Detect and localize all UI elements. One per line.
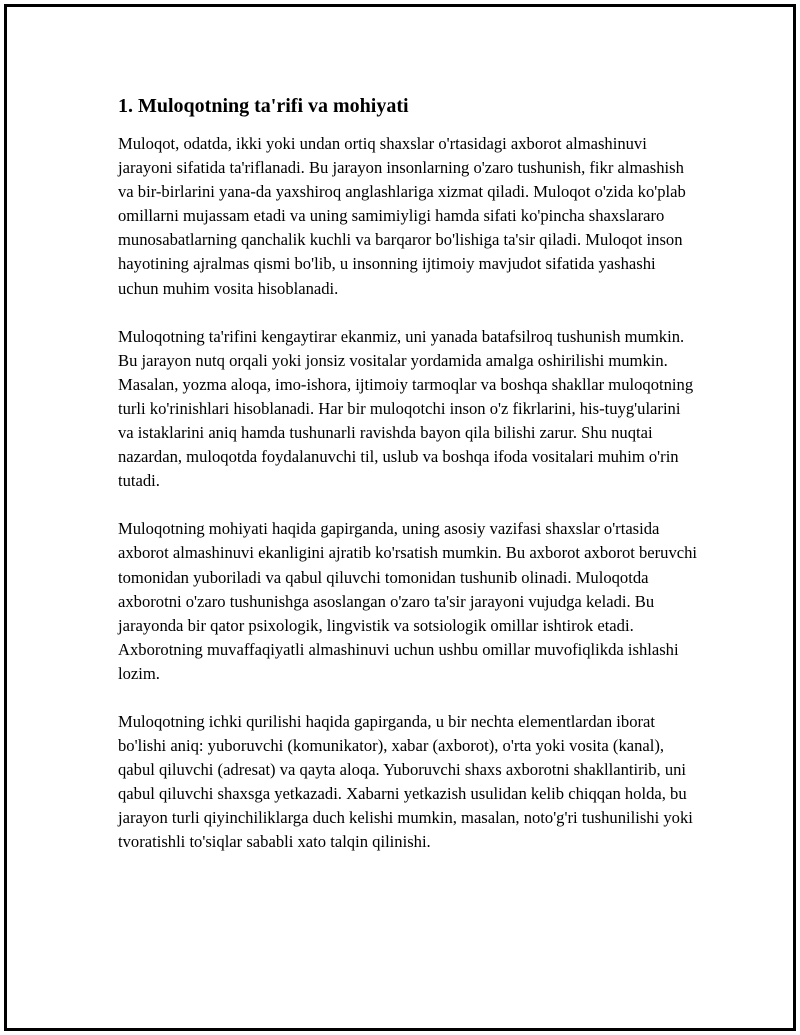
paragraph-4: Muloqotning ichki qurilishi haqida gapirganda, u bir nechta elementlardan iborat bo'lishi aniq: yuboruvchi (komunikator), xabar (axborot), o'rta yoki vosita (kanal), qabul qiluvchi (adresat) va qayta aloqa. Yuboruvchi shaxs axborotni shakllantirib, uni qabul qiluvchi shaxsga yetkazadi. Xabarni yetkazish usulidan kelib chiqqan holda, bu jarayon turli qiyinchiliklarga duch kelishi mumkin, masalan, noto'g'ri tushunilishi yoki tvoratishli to'siqlar sababli xato talqin qilinishi. (118, 711, 693, 852)
paragraph-2: Muloqotning ta'rifini kengaytirar ekanmiz, uni yanada batafsilroq tushunish mumkin. Bu jarayon nutq orqali yoki jonsiz vositalar yordamida amalga oshirilishi mumkin. Masalan, yozma aloqa, imo-ishora, ijtimoiy tarmoqlar va boshqa shakllar muloqotning turli ko'rinishlari hisoblanadi. Har bir muloqotchi inson o'z fikrlarini, his-tuyg'ularini va istaklarini aniq hamda tushunarli ravishda bayon qila bilishi zarur. Shu nuqtai nazardan, muloqotda foydalanuvchi til, uslub va boshqa ifoda vositalari muhim o'rin tutadi. (118, 326, 694, 491)
paragraph-3: Muloqotning mohiyati haqida gapirganda, uning asosiy vazifasi shaxslar o'rtasida axborot almashinuvi ekanligini ajratib ko'rsatish mumkin. Bu axborot axborot beruvchi tomonidan yuboriladi va qabul qiluvchi tomonidan tushunib olinadi. Muloqotda axborotni o'zaro tushunishga asoslangan o'zaro ta'sir jarayoni vujudga keladi. Bu jarayonda bir qator psixologik, lingvistik va sotsiologik omillar ishtirok etadi. Axborotning muvaffaqiyatli almashinuvi uchun ushbu omillar muvofiqlikda ishlashi lozim. (118, 519, 698, 683)
paragraph-1: Muloqot, odatda, ikki yoki undan ortiq shaxslar o'rtasidagi axborot almashinuvi jarayoni sifatida ta'riflanadi. Bu jarayon insonlarning o'zaro tushunish, fikr almashish va bir-birlarini yana-da yaxshiroq anglashlariga xizmat qiladi. Muloqot o'zida ko'plab omillarni mujassam etadi va uning samimiyligi hamda sifati ko'pincha shaxslararo munosabatlarning qanchalik kuchli va barqaror bo'lishiga ta'sir qiladi. Muloqot inson hayotining ajralmas qismi bo'lib, u insonning ijtimoiy mavjudot sifatida yashashi uchun muhim vosita hisoblanadi. (118, 134, 686, 298)
section-heading: 1. Muloqotning ta'rifi va mohiyati (118, 95, 409, 117)
document-body (118, 94, 698, 879)
